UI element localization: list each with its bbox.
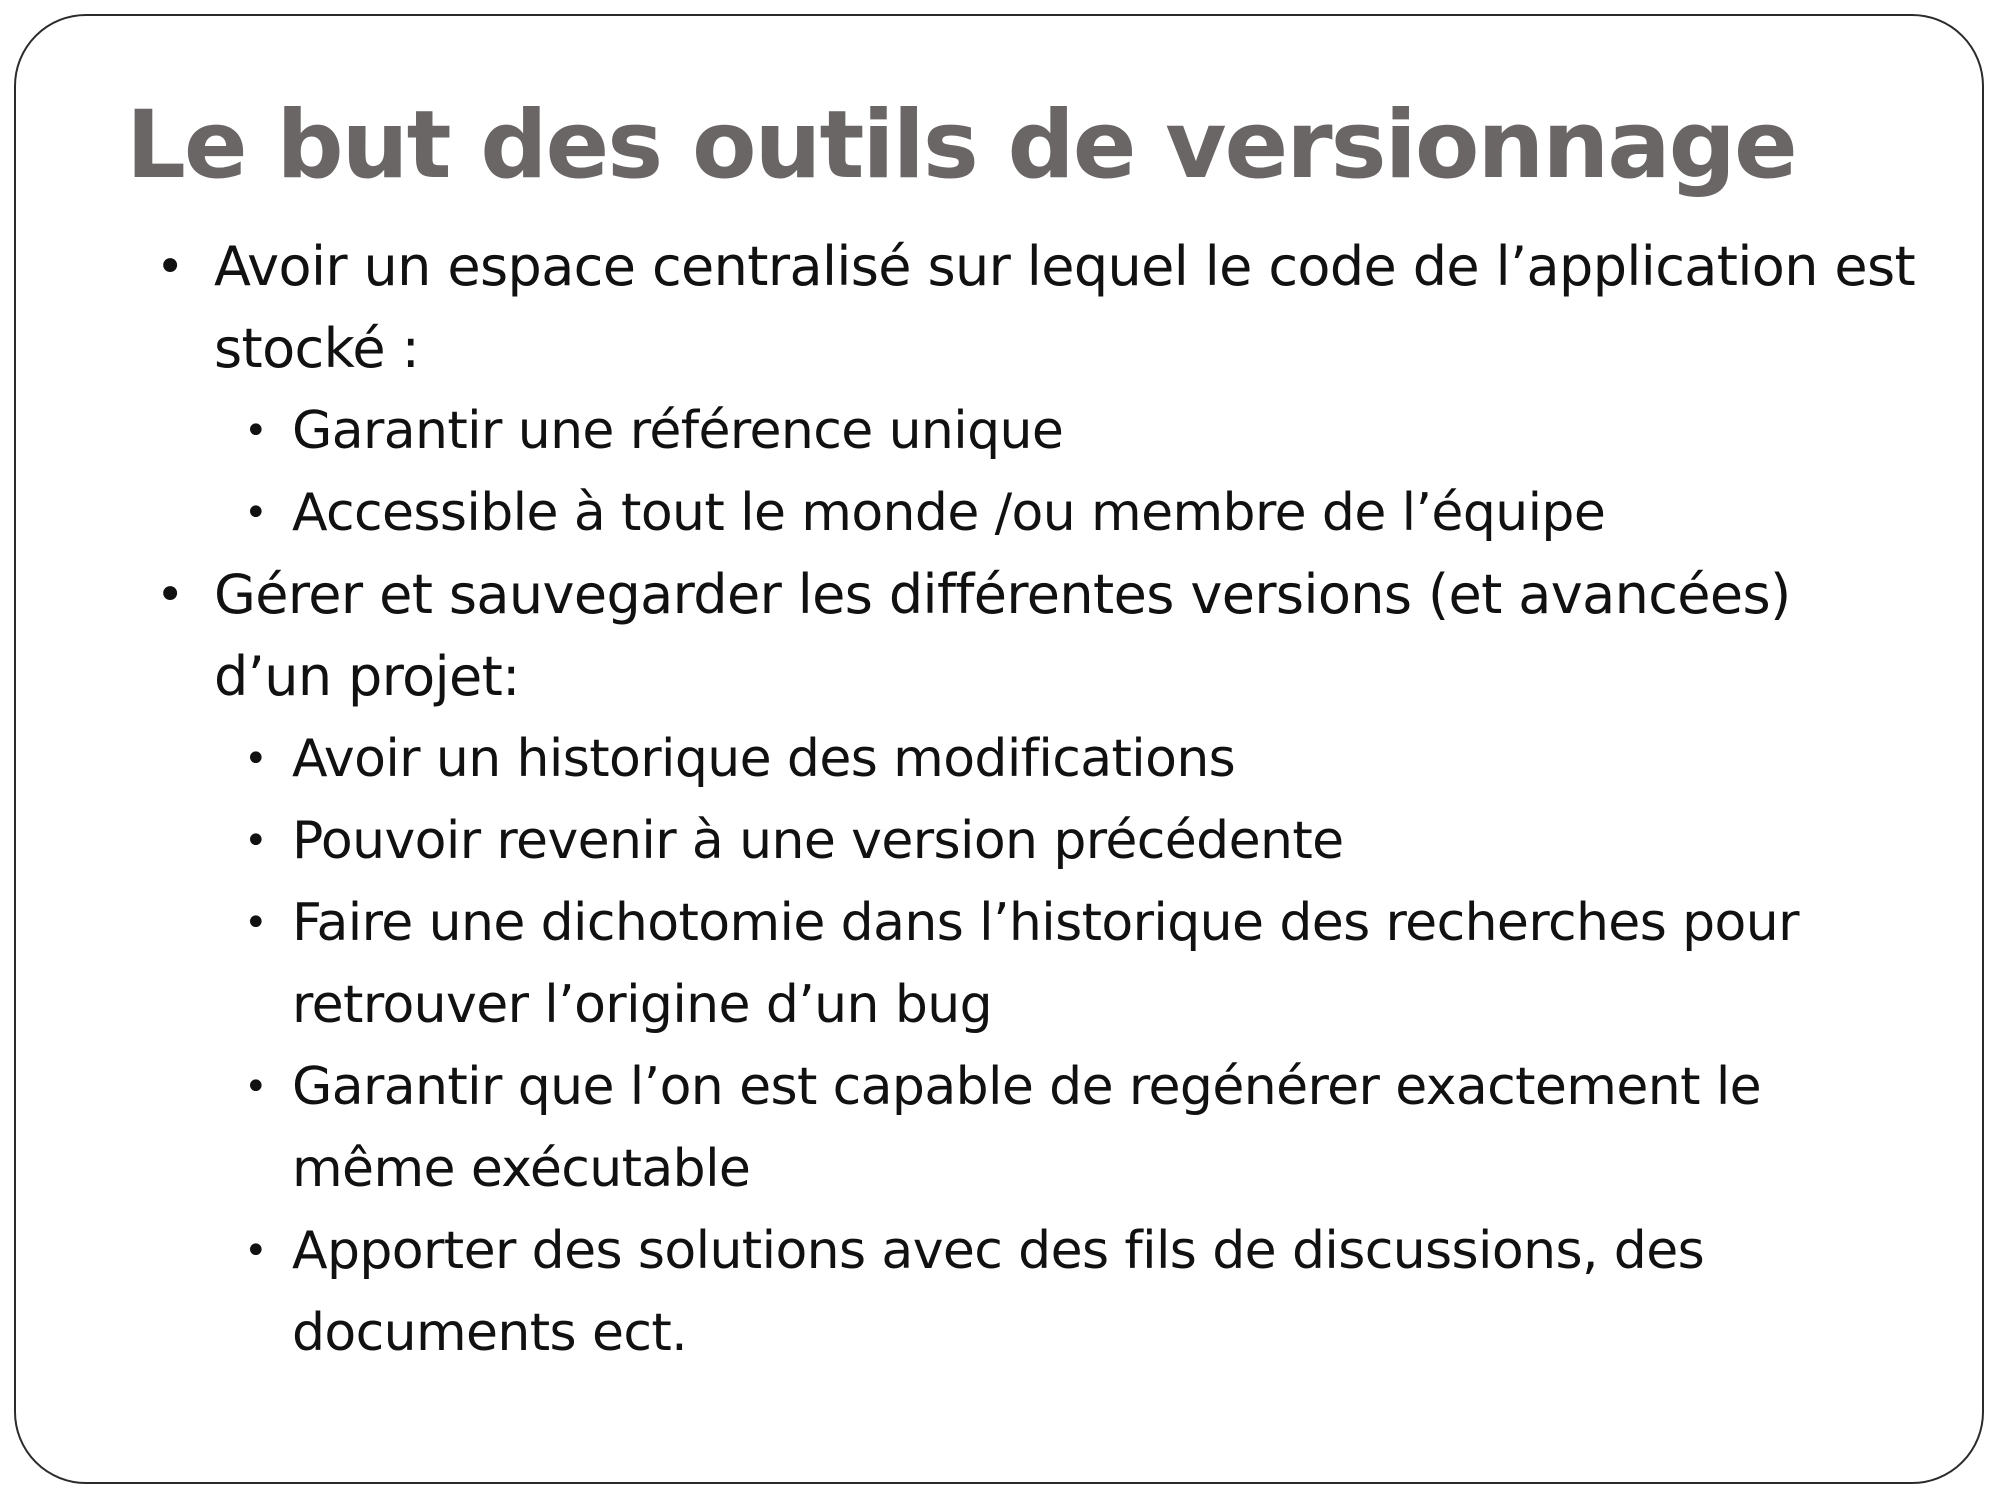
slide-title: Le but des outils de versionnage [126, 91, 1796, 200]
bullet-dot-icon: • [156, 239, 184, 295]
bullet-item-centralized-space [156, 226, 1916, 390]
bullet-dot-icon: • [244, 1228, 267, 1274]
sub-bullet-text: Garantir que l’on est capable de regénérer exactement le même exécutable [292, 1057, 1762, 1199]
bullet-dot-icon: • [244, 1064, 267, 1110]
sub-bullet-item [156, 1210, 1916, 1374]
sub-bullet-item [156, 800, 1916, 882]
sub-bullet-item [156, 718, 1916, 800]
sub-bullet-text: Faire une dichotomie dans l’historique des recherches pour retrouver l’origine d’un bug [292, 893, 1799, 1035]
bullet-dot-icon: • [244, 818, 267, 864]
slide-frame [14, 14, 1984, 1484]
sub-bullet-item [156, 1046, 1916, 1210]
bullet-dot-icon: • [244, 900, 267, 946]
bullet-item-manage-versions [156, 554, 1916, 718]
bullet-dot-icon: • [244, 736, 267, 782]
sub-bullet-item [156, 472, 1916, 554]
sub-bullet-text: Garantir une référence unique [292, 401, 1064, 461]
bullet-dot-icon: • [244, 408, 267, 454]
sub-bullet-text: Pouvoir revenir à une version précédente [292, 811, 1344, 871]
bullet-text: Gérer et sauvegarder les différentes versions (et avancées) d’un projet: [214, 563, 1791, 708]
sub-bullet-text: Avoir un historique des modifications [292, 729, 1236, 789]
bullet-list [156, 226, 1916, 1374]
sub-bullet-text: Apporter des solutions avec des fils de discussions, des documents ect. [292, 1221, 1705, 1363]
sub-bullet-text: Accessible à tout le monde /ou membre de l’équipe [292, 483, 1606, 543]
bullet-text: Avoir un espace centralisé sur lequel le code de l’application est stocké : [214, 235, 1916, 380]
sub-bullet-item [156, 390, 1916, 472]
bullet-dot-icon: • [244, 490, 267, 536]
sub-bullet-item [156, 882, 1916, 1046]
bullet-dot-icon: • [156, 567, 184, 623]
slide-content [156, 226, 1916, 1374]
